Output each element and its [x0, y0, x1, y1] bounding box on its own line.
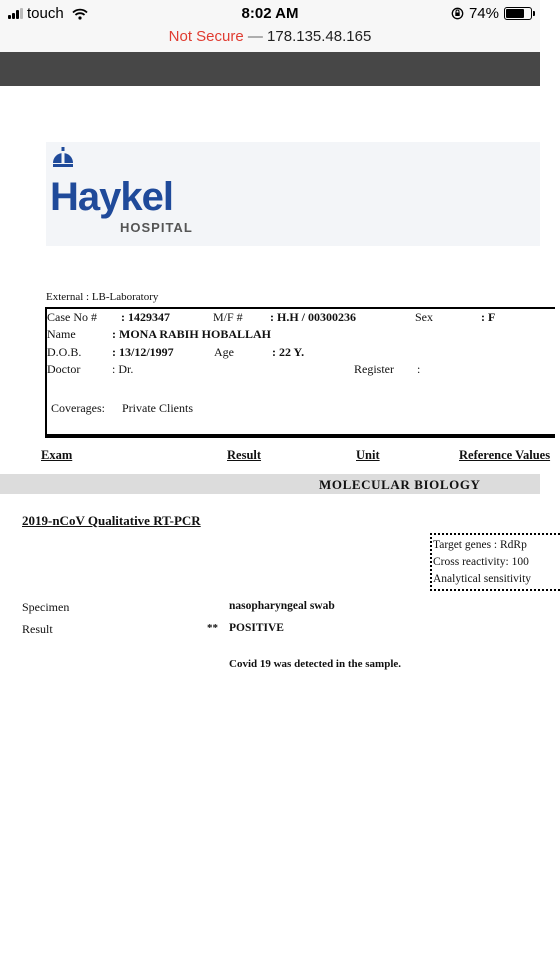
clock: 8:02 AM: [241, 5, 299, 22]
info-target-genes: Target genes : RdRp: [433, 539, 527, 551]
result-comment: Covid 19 was detected in the sample.: [229, 658, 402, 670]
external-lab: External : LB-Laboratory: [46, 291, 159, 303]
address-bar[interactable]: [0, 28, 540, 52]
logo-subtitle: HOSPITAL: [120, 220, 193, 235]
test-name: 2019-nCoV Qualitative RT-PCR: [22, 513, 201, 528]
sex-value: : F: [481, 310, 496, 324]
battery-percent: 74%: [468, 5, 499, 22]
mf-value: : H.H / 00300236: [270, 310, 356, 324]
coverages-value: Private Clients: [122, 401, 193, 415]
url-host: 178.135.48.165: [267, 28, 372, 45]
status-bar: [0, 0, 540, 28]
info-analytical-sensitivity: Analytical sensitivity: [433, 573, 532, 585]
specimen-label: Specimen: [22, 600, 70, 614]
column-reference: Reference Values: [459, 448, 551, 462]
specimen-value: nasopharyngeal swab: [229, 600, 335, 612]
dob-label: D.O.B.: [47, 345, 82, 359]
register-value: :: [417, 362, 421, 376]
column-exam: Exam: [41, 448, 73, 462]
age-label: Age: [214, 345, 234, 359]
result-label: Result: [22, 622, 53, 636]
name-value: : MONA RABIH HOBALLAH: [112, 327, 272, 341]
sex-label: Sex: [415, 310, 433, 324]
register-label: Register: [354, 362, 394, 376]
column-result: Result: [227, 448, 262, 462]
age-value: : 22 Y.: [272, 345, 305, 359]
battery-group: [451, 5, 532, 22]
coverages-label: Coverages:: [51, 401, 105, 415]
abnormal-flag: **: [207, 622, 218, 634]
result-value: POSITIVE: [229, 622, 284, 634]
column-unit: Unit: [356, 448, 380, 462]
battery-icon: [504, 7, 532, 20]
doctor-value: : Dr.: [112, 362, 134, 376]
dome-icon: [52, 147, 74, 171]
mf-label: M/F #: [213, 310, 243, 324]
case-value: : 1429347: [121, 310, 170, 324]
logo-wordmark: Haykel: [50, 175, 173, 219]
case-label: Case No #: [47, 310, 97, 324]
name-label: Name: [47, 327, 76, 341]
url-separator: —: [247, 28, 263, 45]
section-title: MOLECULAR BIOLOGY: [319, 477, 481, 492]
security-warning: Not Secure: [168, 28, 244, 45]
dob-value: : 13/12/1997: [112, 345, 174, 359]
carrier-label: touch: [27, 5, 64, 22]
info-cross-reactivity: Cross reactivity: 100: [433, 556, 529, 568]
doctor-label: Doctor: [47, 362, 81, 376]
browser-toolbar-band: [0, 52, 540, 86]
orientation-lock-icon: [451, 7, 464, 20]
